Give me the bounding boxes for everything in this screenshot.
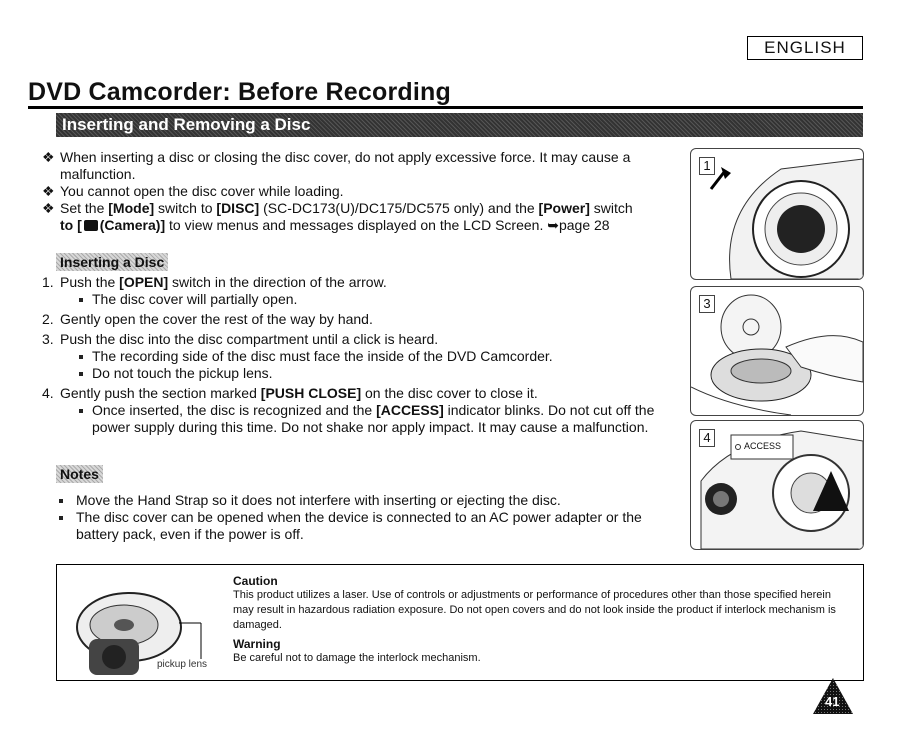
caution-box: [56, 564, 864, 681]
note-item: The disc cover can be opened when the device is connected to an AC power adapter or the battery pack, even if the power is off.: [56, 509, 676, 543]
caution-heading: Caution: [233, 574, 278, 588]
figure-4-label: 4: [699, 429, 715, 447]
intro-item: ❖ Set the [Mode] switch to [DISC] (SC-DC173(U)/DC175/DC575 only) and the [Power] switch to [ (Camera)] to view menus and messages displayed on the LCD Screen. ➥page 28: [42, 200, 633, 233]
section-band: Inserting and Removing a Disc: [56, 113, 863, 137]
language-label: ENGLISH: [747, 36, 863, 60]
disc-insert-illustration: [691, 287, 863, 415]
figure-1: [690, 148, 864, 280]
intro-item: ❖ You cannot open the disc cover while loading.: [42, 183, 344, 199]
caution-text: This product utilizes a laser. Use of controls or adjustments or performance of procedures other than those specified herein may result in hazardous radiation exposure. Do not open covers and do not look inside the product if interlock mechanism is damaged.: [233, 589, 836, 631]
step-3-sub: Do not touch the pickup lens.: [76, 365, 682, 382]
camera-icon: [84, 220, 98, 231]
page-number: 41: [825, 694, 840, 709]
figure-4: [690, 420, 864, 550]
subhead-notes: Notes: [56, 465, 103, 483]
figure-1-label: 1: [699, 157, 715, 175]
intro-item: ❖ When inserting a disc or closing the disc cover, do not apply excessive force. It may cause a malfunction.: [42, 149, 631, 182]
figure-3: [690, 286, 864, 416]
step-3-sub: The recording side of the disc must face the inside of the DVD Camcorder.: [76, 348, 682, 365]
note-item: Move the Hand Strap so it does not interfere with inserting or ejecting the disc.: [56, 492, 676, 509]
pickup-lens-label: pickup lens: [157, 659, 208, 670]
title-rule: [28, 106, 863, 109]
intro-list: [42, 149, 682, 234]
step-4: 4. Gently push the section marked [PUSH CLOSE] on the disc cover to close it. Once inserted, the disc is recognized and the [ACCESS] indicator blinks. Do not cut off the power supply during this time. Do not shake nor apply impact. It may cause a malfunction.: [42, 385, 682, 436]
steps-list: [42, 274, 682, 436]
subhead-inserting: Inserting a Disc: [56, 253, 168, 271]
step-1: 1. Push the [OPEN] switch in the direction of the arrow. The disc cover will partially open.: [42, 274, 682, 308]
step-4-sub: Once inserted, the disc is recognized and the [ACCESS] indicator blinks. Do not cut off the power supply during this time. Do not shake nor apply impact. It may cause a malfunction.: [76, 402, 682, 436]
warning-heading: Warning: [233, 637, 281, 651]
notes-list: [56, 492, 676, 543]
diamond-bullet-icon: ❖: [42, 149, 55, 165]
access-indicator-label: ACCESS: [744, 441, 782, 451]
warning-text: Be careful not to damage the interlock mechanism.: [233, 652, 481, 664]
step-3: 3. Push the disc into the disc compartment until a click is heard. The recording side of the disc must face the inside of the DVD Camcorder. Do not touch the pickup lens.: [42, 331, 682, 382]
figure-3-label: 3: [699, 295, 715, 313]
diamond-bullet-icon: ❖: [42, 183, 55, 199]
camcorder-front-illustration: [691, 149, 863, 279]
step-2: 2. Gently open the cover the rest of the way by hand.: [42, 311, 373, 327]
diamond-bullet-icon: ❖: [42, 200, 55, 216]
page-title: DVD Camcorder: Before Recording: [28, 78, 451, 106]
step-1-sub: The disc cover will partially open.: [76, 291, 682, 308]
